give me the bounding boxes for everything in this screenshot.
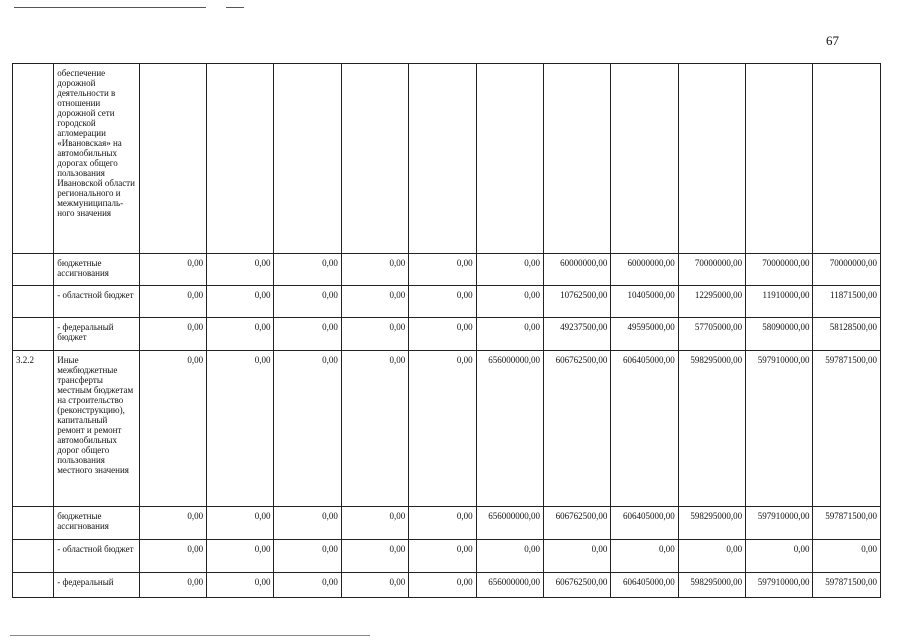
- row-name-cell: Иные межбюджетные трансферты местным бюджетам на строительство (реконструкцию), капитальный ремонт и ремонт автомобильных дорог общего пользования местного значения: [54, 351, 139, 507]
- value-cell: 0,00: [207, 286, 274, 318]
- value-cell: 0,00: [274, 254, 341, 286]
- value-cell: 60000000,00: [611, 254, 678, 286]
- row-code-cell: [13, 540, 54, 573]
- table-row: [13, 351, 881, 507]
- value-cell: 0,00: [409, 540, 476, 573]
- value-cell: 0,00: [409, 286, 476, 318]
- value-cell: 49237500,00: [543, 318, 610, 351]
- row-code-cell: [13, 64, 54, 254]
- value-cell: 0,00: [207, 318, 274, 351]
- row-code-cell: 3.2.2: [13, 351, 54, 507]
- value-cell: 49595000,00: [611, 318, 678, 351]
- value-cell: [207, 64, 274, 254]
- table-row: [13, 286, 881, 318]
- row-name-cell: - областной бюджет: [54, 540, 139, 573]
- row-code-cell: [13, 318, 54, 351]
- table-row: [13, 318, 881, 351]
- row-code-cell: [13, 573, 54, 598]
- value-cell: 597910000,00: [746, 573, 813, 598]
- value-cell: 0,00: [746, 540, 813, 573]
- value-cell: 606405000,00: [611, 507, 678, 540]
- value-cell: 0,00: [274, 507, 341, 540]
- value-cell: 0,00: [274, 318, 341, 351]
- value-cell: 606762500,00: [543, 351, 610, 507]
- value-cell: 10405000,00: [611, 286, 678, 318]
- value-cell: 0,00: [813, 540, 881, 573]
- value-cell: 11871500,00: [813, 286, 881, 318]
- value-cell: 12295000,00: [678, 286, 745, 318]
- value-cell: [341, 64, 408, 254]
- value-cell: 0,00: [476, 318, 543, 351]
- value-cell: 0,00: [139, 507, 206, 540]
- table-row: [13, 507, 881, 540]
- value-cell: 0,00: [139, 254, 206, 286]
- budget-table: [12, 63, 881, 598]
- value-cell: 0,00: [611, 540, 678, 573]
- value-cell: [139, 64, 206, 254]
- value-cell: 58090000,00: [746, 318, 813, 351]
- value-cell: 58128500,00: [813, 318, 881, 351]
- value-cell: 0,00: [341, 318, 408, 351]
- value-cell: 597910000,00: [746, 507, 813, 540]
- value-cell: 0,00: [409, 573, 476, 598]
- row-name-cell: - областной бюджет: [54, 286, 139, 318]
- value-cell: [611, 64, 678, 254]
- value-cell: [409, 64, 476, 254]
- value-cell: 0,00: [678, 540, 745, 573]
- value-cell: 0,00: [274, 540, 341, 573]
- value-cell: 10762500,00: [543, 286, 610, 318]
- scan-artifact-line: [10, 635, 370, 636]
- row-name-cell: бюджетные ассигнования: [54, 507, 139, 540]
- value-cell: 70000000,00: [813, 254, 881, 286]
- value-cell: 656000000,00: [476, 573, 543, 598]
- row-code-cell: [13, 286, 54, 318]
- value-cell: 0,00: [139, 351, 206, 507]
- table-row: [13, 254, 881, 286]
- page-number: 67: [826, 33, 839, 48]
- value-cell: 597910000,00: [746, 351, 813, 507]
- value-cell: 0,00: [341, 507, 408, 540]
- value-cell: 0,00: [207, 573, 274, 598]
- value-cell: [746, 64, 813, 254]
- value-cell: 0,00: [341, 254, 408, 286]
- value-cell: 70000000,00: [678, 254, 745, 286]
- scan-artifact-line: [14, 7, 206, 8]
- row-code-cell: [13, 507, 54, 540]
- value-cell: [813, 64, 881, 254]
- value-cell: 0,00: [341, 540, 408, 573]
- value-cell: 0,00: [341, 351, 408, 507]
- value-cell: 606405000,00: [611, 351, 678, 507]
- value-cell: 597871500,00: [813, 351, 881, 507]
- value-cell: 598295000,00: [678, 573, 745, 598]
- value-cell: 0,00: [341, 286, 408, 318]
- value-cell: [543, 64, 610, 254]
- value-cell: 0,00: [274, 573, 341, 598]
- row-code-cell: [13, 254, 54, 286]
- value-cell: 0,00: [341, 573, 408, 598]
- value-cell: 606762500,00: [543, 507, 610, 540]
- value-cell: 0,00: [207, 540, 274, 573]
- value-cell: 0,00: [409, 318, 476, 351]
- row-name-cell: обеспечение дорожной деятельности в отношении дорожной сети городской агломерации «Ивановская» на автомобильных дорогах общего пользования Ивановской области регионального и межмуниципаль-ного значения: [54, 64, 139, 254]
- value-cell: 0,00: [476, 286, 543, 318]
- row-name-cell: - федеральный бюджет: [54, 318, 139, 351]
- value-cell: 0,00: [207, 351, 274, 507]
- value-cell: 0,00: [139, 286, 206, 318]
- value-cell: 598295000,00: [678, 507, 745, 540]
- scan-artifact-line: [226, 7, 244, 8]
- value-cell: 598295000,00: [678, 351, 745, 507]
- value-cell: [678, 64, 745, 254]
- value-cell: 0,00: [207, 254, 274, 286]
- value-cell: [476, 64, 543, 254]
- value-cell: 60000000,00: [543, 254, 610, 286]
- value-cell: 0,00: [409, 351, 476, 507]
- value-cell: 0,00: [139, 318, 206, 351]
- value-cell: 606762500,00: [543, 573, 610, 598]
- value-cell: 57705000,00: [678, 318, 745, 351]
- value-cell: 656000000,00: [476, 351, 543, 507]
- table-row: [13, 540, 881, 573]
- value-cell: 0,00: [139, 573, 206, 598]
- value-cell: 656000000,00: [476, 507, 543, 540]
- value-cell: 0,00: [274, 351, 341, 507]
- value-cell: [274, 64, 341, 254]
- row-name-cell: - федеральный: [54, 573, 139, 598]
- value-cell: 0,00: [409, 507, 476, 540]
- value-cell: 0,00: [476, 540, 543, 573]
- value-cell: 70000000,00: [746, 254, 813, 286]
- value-cell: 0,00: [207, 507, 274, 540]
- value-cell: 597871500,00: [813, 573, 881, 598]
- table-row: [13, 64, 881, 254]
- value-cell: 0,00: [274, 286, 341, 318]
- value-cell: 11910000,00: [746, 286, 813, 318]
- value-cell: 0,00: [476, 254, 543, 286]
- value-cell: 0,00: [409, 254, 476, 286]
- value-cell: 0,00: [543, 540, 610, 573]
- table-row: [13, 573, 881, 598]
- row-name-cell: бюджетные ассигнования: [54, 254, 139, 286]
- value-cell: 597871500,00: [813, 507, 881, 540]
- value-cell: 0,00: [139, 540, 206, 573]
- value-cell: 606405000,00: [611, 573, 678, 598]
